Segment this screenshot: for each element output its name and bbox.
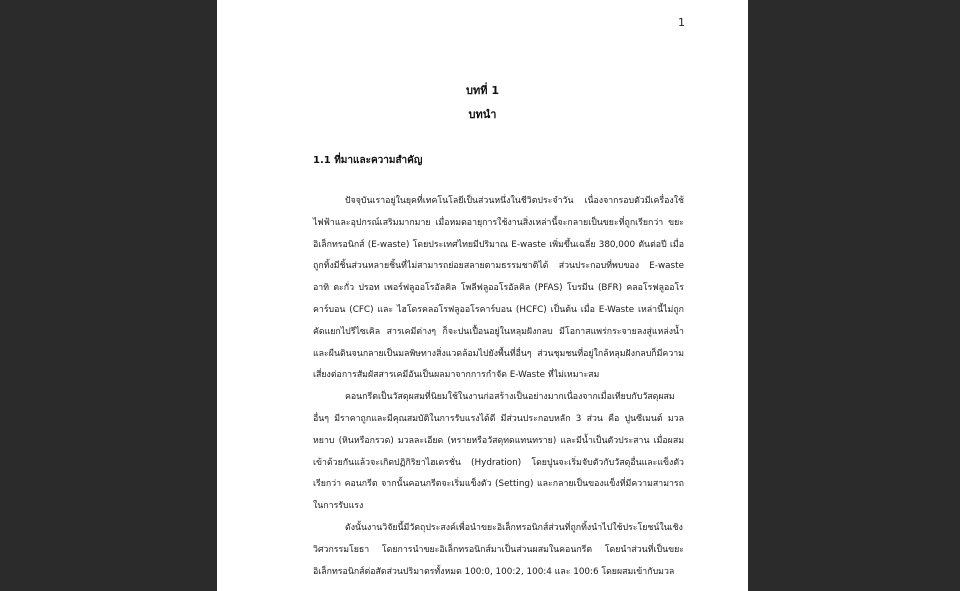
document-page bbox=[217, 0, 748, 591]
chapter-number: บทที่ 1 bbox=[466, 84, 499, 97]
body-text bbox=[313, 191, 684, 583]
page-number: 1 bbox=[678, 16, 685, 29]
paragraph: ปัจจุบันเราอยู่ในยุคที่เทคโนโลยีเป็นส่วนหนึ่งในชีวิตประจำวัน เนื่องจากรอบตัวมีเครื่องใช้ไฟฟ้าและอุปกรณ์เสริมมากมาย เมื่อหมดอายุการใช้งานสิ่งเหล่านี้จะกลายเป็นขยะที่ถูกเรียกว่า ขยะอิเล็กทรอนิกส์ (E-waste) โดยประเทศไทยมีปริมาณ E-waste เพิ่มขึ้นเฉลี่ย 380,000 ตันต่อปี เมื่อถูกทิ้งมีชิ้นส่วนหลายชิ้นที่ไม่สามารถย่อยสลายตามธรรมชาติได้ ส่วนประกอบที่พบของ E-waste อาทิ ตะกั่ว ปรอท เพอร์ฟลูออโรอัลคิล โพลีฟลูออโรอัลคิล (PFAS) โบรมีน (BFR) คลอโรฟลูออโรคาร์บอน (CFC) และ ไฮโดรคลอโรฟลูออโรคาร์บอน (HCFC) เป็นต้น เมื่อ E-Waste เหล่านี้ไม่ถูกคัดแยกไปรีไซเคิล สารเคมีต่างๆ ก็จะปนเปื้อนอยู่ในหลุมฝังกลบ มีโอกาสแพร่กระจายลงสู่แหล่งน้ำและผืนดินจนกลายเป็นมลพิษทางสิ่งแวดล้อมไปยังพื้นที่อื่นๆ ส่วนชุมชนที่อยู่ใกล้หลุมฝังกลบก็มีความเสี่ยงต่อการสัมผัสสารเคมีอันเป็นผลมาจากการกำจัด E-Waste ที่ไม่เหมาะสม bbox=[313, 196, 684, 381]
section-heading: 1.1 ที่มาและความสำคัญ bbox=[313, 155, 423, 166]
chapter-title: บทนำ bbox=[468, 108, 497, 121]
paragraph: คอนกรีตเป็นวัสดุผสมที่นิยมใช้ในงานก่อสร้างเป็นอย่างมากเนื่องจากเมื่อเทียบกับวัสดุผสมอื่นๆ มีราคาถูกและมีคุณสมบัติในการรับแรงได้ดี มีส่วนประกอบหลัก 3 ส่วน คือ ปูนซีเมนต์ มวลหยาบ (หินหรือกรวด) มวลละเอียด (ทรายหรือวัสดุทดแทนทราย) และมีน้ำเป็นตัวประสาน เมื่อผสมเข้าด้วยกันแล้วจะเกิดปฏิกิริยาไฮเดรชั่น (Hydration) โดยปูนจะเริ่มจับตัวกับวัสดุอื่นและแข็งตัว เรียกว่า คอนกรีต จากนั้นคอนกรีตจะเริ่มแข็งตัว (Setting) และกลายเป็นของแข็งที่มีความสามารถในการรับแรง bbox=[313, 392, 684, 512]
paragraph: ดังนั้นงานวิจัยนี้มีวัตถุประสงค์เพื่อนำขยะอิเล็กทรอนิกส์ส่วนที่ถูกทิ้งนำไปใช้ประโยชน์ในเชิงวิศวกรรมโยธา โดยการนำขยะอิเล็กทรอนิกส์มาเป็นส่วนผสมในคอนกรีต โดยนำส่วนที่เป็นขยะอิเล็กทรอนิกส์ต่อสัดส่วนปริมาตรทั้งหมด 100:0, 100:2, 100:4 และ 100:6 โดยผสมเข้ากับมวล bbox=[313, 522, 684, 577]
